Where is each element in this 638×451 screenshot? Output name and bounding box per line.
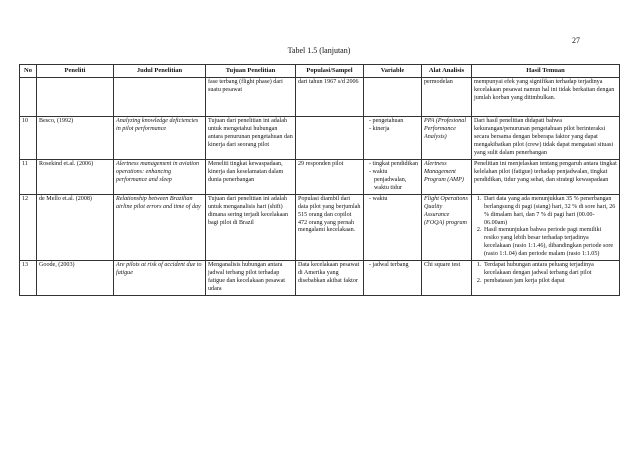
cell-variable <box>364 78 422 117</box>
cell-hasil: Dari hasil penelitian didapati bahwa kekurangan/penurunan pengetahuan pilot berinteraksi secara bersama dengan beberapa faktor yang dapat mengakibatkan pilot (crew) tidak dapat mengatasi situasi yang sulit dalam penerbangan <box>472 117 620 160</box>
cell-no: 10 <box>20 117 37 160</box>
table-row <box>20 261 620 296</box>
cell-variable <box>364 194 422 260</box>
cell-judul: Relationship between Brazilian airline pilot errors and time of day <box>114 194 206 260</box>
cell-hasil <box>472 261 620 296</box>
header-variable: Variable <box>364 65 422 78</box>
cell-populasi: dari tahun 1967 s/d 2006 <box>296 78 364 117</box>
cell-peneliti <box>37 78 114 117</box>
header-judul: Judul Penelitian <box>114 65 206 78</box>
table-row <box>20 117 620 160</box>
cell-hasil: mempunyai efek yang signifikan terhadap terjadinya kecelakaan pesawat namun hal ini tidak berkaitan dengan jumlah korban yang ditimbulkan. <box>472 78 620 117</box>
table-title: Tabel 1.5 (lanjutan) <box>287 46 351 55</box>
cell-alat: Flight Operations Quality Assurance (FOQA) program <box>422 194 472 260</box>
finding-item: 1. Terdapat hubungan antara peluang terjadinya kecelakaan dengan jadwal terbang dari pilot <box>483 262 617 278</box>
cell-alat: PPA (Profesional Performance Analysis) <box>422 117 472 160</box>
cell-peneliti: de Mello et.al. (2008) <box>37 194 114 260</box>
literature-table <box>19 64 620 296</box>
cell-peneliti: Besco, (1992) <box>37 117 114 160</box>
cell-populasi <box>296 117 364 160</box>
cell-tujuan: Meneliti tingkat kewaspadaan, kinerja dan keselamatan dalam dunia penerbangan <box>206 160 296 195</box>
table-row <box>20 160 620 195</box>
table-row <box>20 194 620 260</box>
header-peneliti: Peneliti <box>37 65 114 78</box>
cell-tujuan: Tujuan dari penelitian ini adalah untuk menganalisis hari (shift) dimana sering terjadi kecelakaan bagi pilot di Brazil <box>206 194 296 260</box>
variable-item: - tingkat pendidikan <box>369 161 419 168</box>
cell-judul: Are pilots at risk of accident due to fatigue <box>114 261 206 296</box>
cell-judul: Alertness management in aviation operations: enhancing performance and sleep <box>114 160 206 195</box>
cell-no: 11 <box>20 160 37 195</box>
page-number: 27 <box>572 36 580 45</box>
cell-hasil: Penelitian ini menjelaskan tentang pengaruh antara tingkat kelelahan pilot (fatigue) terhadap penjadwalan, tingkat pendidikan, tidur yang sehat, dan strategi kewaspadaan <box>472 160 620 195</box>
cell-peneliti: Goode, (2003) <box>37 261 114 296</box>
cell-no: 13 <box>20 261 37 296</box>
cell-populasi: 29 responden pilot <box>296 160 364 195</box>
cell-peneliti: Rosekind et.al. (2006) <box>37 160 114 195</box>
variable-item: - waktu penjadwalan, waktu tidur <box>369 168 407 191</box>
cell-tujuan: fase terbang (flight phase) dari suatu pesawat <box>206 78 296 117</box>
cell-tujuan: Tujuan dari penelitian ini adalah untuk mengetahui hubungan antara penurunan pengetahuan dan kinerja dari seorang pilot <box>206 117 296 160</box>
cell-no: 12 <box>20 194 37 260</box>
variable-item: - waktu <box>369 195 388 202</box>
cell-variable <box>364 117 422 160</box>
variable-item: - pengetahuan <box>369 118 404 125</box>
cell-variable <box>364 160 422 195</box>
header-alat: Alat Analisis <box>422 65 472 78</box>
table-row-continued <box>20 78 620 117</box>
cell-no <box>20 78 37 117</box>
cell-alat: Alertness Management Program (AMP) <box>422 160 472 195</box>
cell-judul: Analyzing knowledge deficiencies in pilot performance <box>114 117 206 160</box>
header-tujuan: Tujuan Penelitian <box>206 65 296 78</box>
finding-item: 2. pembatasan jam kerja pilot dapat <box>483 278 617 286</box>
variable-item: - kinerja <box>369 126 390 133</box>
cell-variable <box>364 261 422 296</box>
cell-alat: permodelan <box>422 78 472 117</box>
cell-judul <box>114 78 206 117</box>
table-header-row <box>20 65 620 78</box>
finding-item: 2. Hasil menunjukan bahwa periode pagi memiliki resiko yang lebih besar terhadap terjadinya kecelakaan (rasio 1:1.46), dibandingkan periode sore (rasio 1:1.04) dan periode malam (rasio 1:1.05) <box>483 227 617 259</box>
header-hasil: Hasil Temuan <box>472 65 620 78</box>
variable-item: - jadwal terbang <box>369 262 409 269</box>
cell-populasi: Data kecelakaan pesawat di Amerika yang disebabkan akibat faktor <box>296 261 364 296</box>
finding-item: 1. Dari data yang ada menunjukkan 35 % penerbangan berlangsung di pagi (siang) hari, 32 % di sore hari, 26 % dimalam hari, dan 7 % di pagi hari (00.00-06.00am) <box>483 196 617 228</box>
header-no: No <box>20 65 37 78</box>
cell-hasil <box>472 194 620 260</box>
header-populasi: Populasi/Sampel <box>296 65 364 78</box>
cell-alat: Chi square test <box>422 261 472 296</box>
cell-tujuan: Menganalisis hubungan antara jadwal terbang pilot terhadap fatigue dan kecelakaan pesawat udara <box>206 261 296 296</box>
cell-populasi: Populasi diambil dari data pilot yang berjumlah 515 orang dan copilot 472 orang yang pernah mengalami kecelakaan. <box>296 194 364 260</box>
